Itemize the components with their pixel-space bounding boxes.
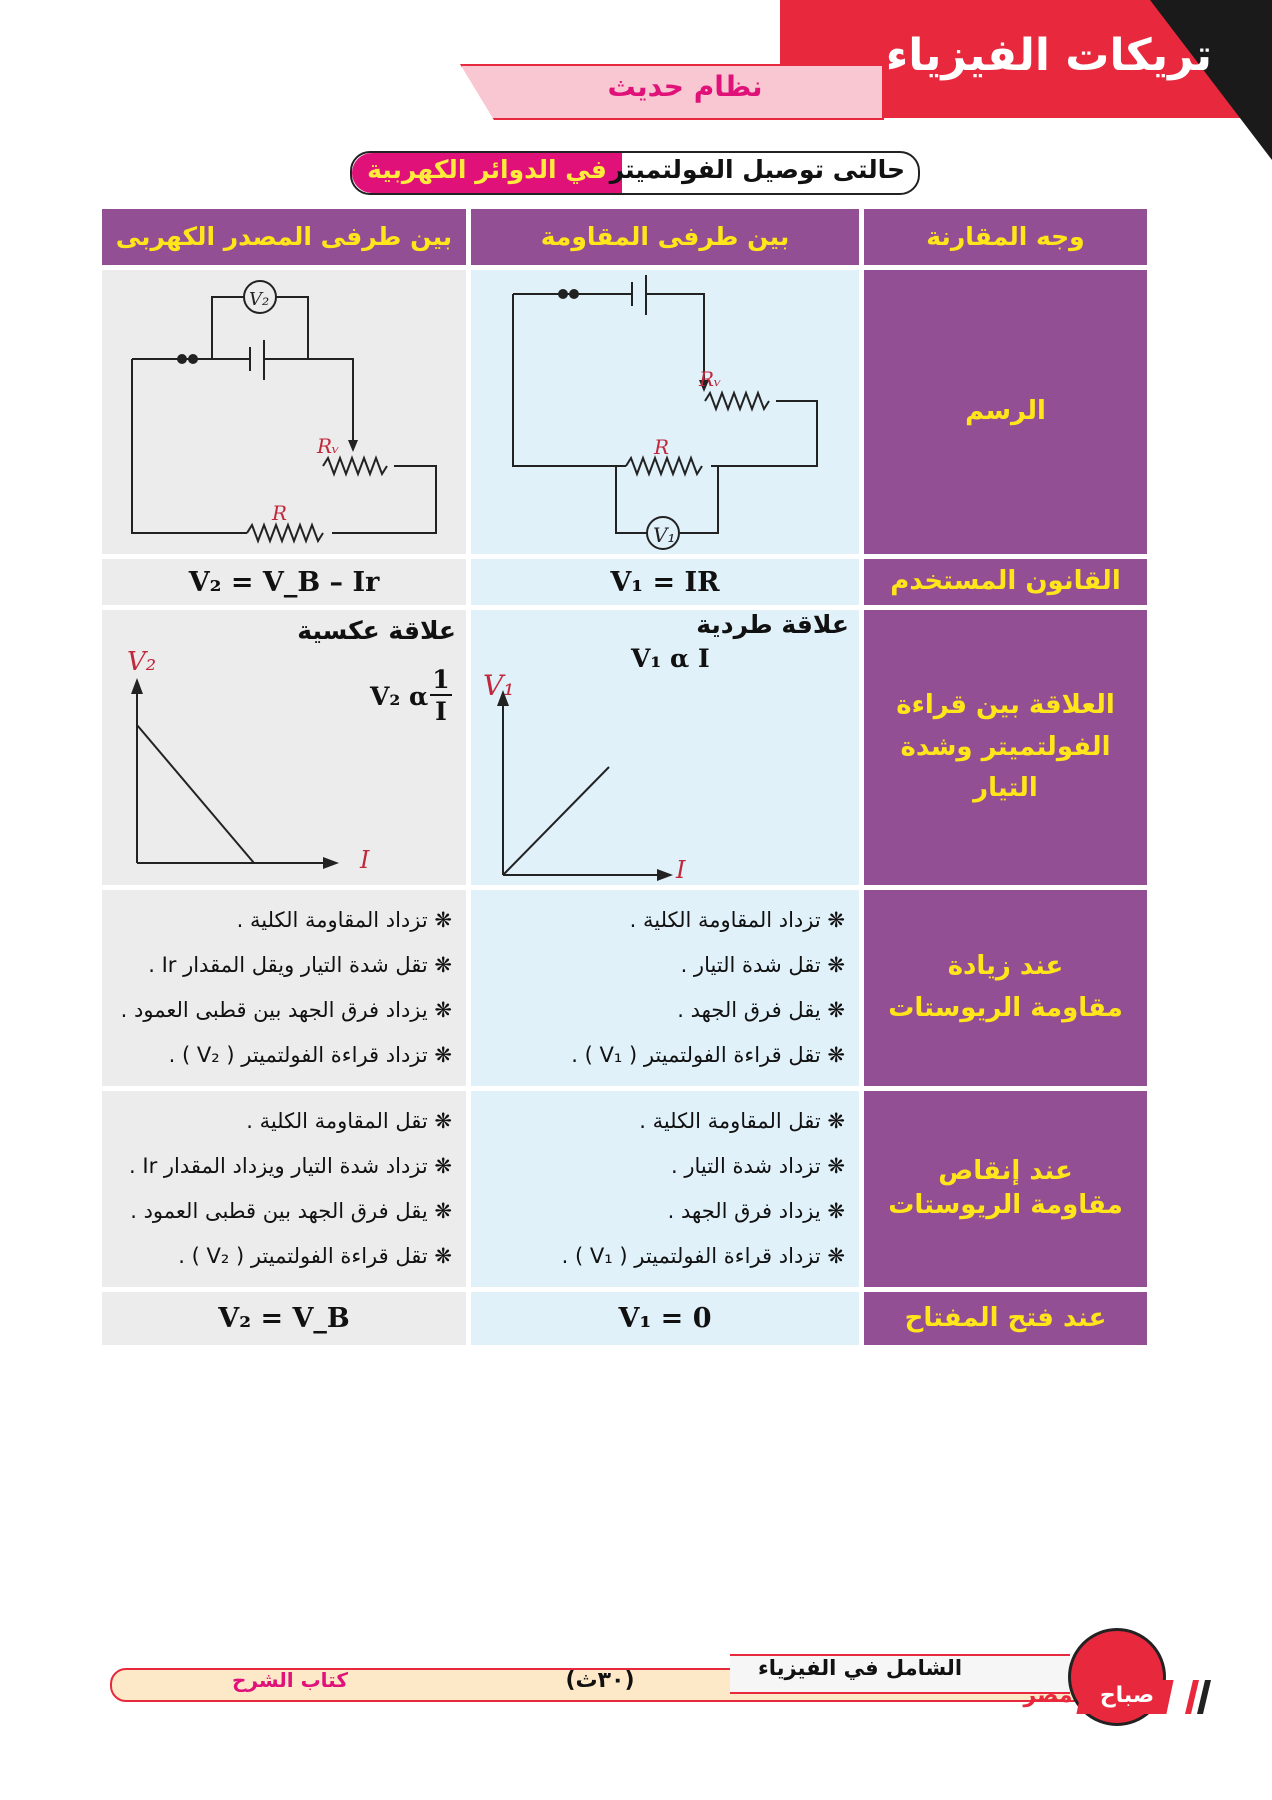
footer-section: كتاب الشرح (232, 1668, 348, 1692)
series-title: تريكات الفيزياء (885, 30, 1212, 81)
row-label-relation-line2: الفولتميتر وشدة التيار (900, 731, 1111, 804)
header-resistor: بين طرفى المقاومة (471, 209, 859, 265)
relation-type-direct: علاقة طردية (696, 610, 849, 639)
law-source: V₂ = V_B – Ir (102, 559, 466, 605)
relation-proportion-inverse: V₂ α (370, 682, 429, 711)
graph-inverse-y-label: V₂ (127, 647, 157, 677)
cell-drawing-resistor (471, 270, 859, 554)
fraction-denominator: I (435, 697, 447, 726)
graph-direct-x-label: I (676, 856, 686, 884)
voltmeter-label: V₁ (653, 523, 676, 547)
open-switch-source: V₂ = V_B (102, 1292, 466, 1345)
list-item: ❋ تقل المقاومة الكلية . (639, 1109, 845, 1133)
row-label-relation (864, 610, 1147, 885)
graph-inverse-x-label: I (360, 846, 370, 874)
list-item: ❋ يزداد فرق الجهد بين قطبى العمود . (120, 998, 452, 1022)
switch-dot (569, 289, 579, 299)
row-label-increase-line2: مقاومة الريوستات (888, 993, 1123, 1023)
row-label-increase-line1: عند زيادة (947, 951, 1064, 982)
row-label-decrease-line1: عند إنقاص (938, 1156, 1073, 1187)
graph-direct-y-label: V₁ (483, 669, 515, 702)
list-item: ❋ تزداد شدة التيار . (670, 1154, 845, 1178)
page-title: حالتى توصيل الفولتميتر (609, 155, 905, 184)
list-item: ❋ يقل فرق الجهد . (677, 998, 845, 1022)
switch-dot (188, 354, 198, 364)
list-item: ❋ تقل شدة التيار ويقل المقدار Ir . (148, 953, 452, 977)
rheostat-label: Rᵥ (317, 434, 340, 458)
decrease-source-list (102, 1091, 466, 1287)
direct-line (503, 767, 609, 875)
graph-direct (471, 610, 859, 885)
inverse-line (137, 725, 254, 863)
list-item: ❋ تقل المقاومة الكلية . (246, 1109, 452, 1133)
list-item: ❋ تقل شدة التيار . (680, 953, 845, 977)
list-item: ❋ تزداد قراءة الفولتميتر ( V₁ ) . (561, 1244, 845, 1268)
circuit-resistor-diagram (471, 270, 859, 554)
row-label-law: القانون المستخدم (864, 559, 1147, 605)
subtitle: نظام حديث (607, 70, 763, 103)
row-label-decrease (864, 1091, 1147, 1287)
logo-text-a: صباح (1099, 1683, 1155, 1708)
relation-type-inverse: علاقة عكسية (297, 616, 456, 645)
list-item: ❋ يزداد فرق الجهد . (667, 1199, 845, 1223)
switch-dot (177, 354, 187, 364)
cell-drawing-source (102, 270, 466, 554)
row-label-decrease-line2: مقاومة الريوستات (888, 1190, 1123, 1220)
cell-relation-source (102, 610, 466, 885)
relation-proportion-direct: V₁ α I (631, 644, 710, 673)
header-source: بين طرفى المصدر الكهربى (102, 209, 466, 265)
list-item: ❋ تزداد المقاومة الكلية . (629, 908, 845, 932)
rheostat-label: Rᵥ (699, 367, 722, 391)
row-label-drawing: الرسم (864, 270, 1147, 554)
fraction-numerator: 1 (430, 666, 452, 696)
footer-page-label: (٣٠ث) (565, 1668, 635, 1693)
list-item: ❋ تزداد قراءة الفولتميتر ( V₂ ) . (168, 1043, 452, 1067)
logo-text-b: مصر (1023, 1683, 1073, 1708)
row-label-open-switch: عند فتح المفتاح (864, 1292, 1147, 1345)
header-criteria: وجه المقارنة (864, 209, 1147, 265)
open-switch-resistor: V₁ = 0 (471, 1292, 859, 1345)
switch-dot (558, 289, 568, 299)
list-item: ❋ تزداد شدة التيار ويزداد المقدار Ir . (129, 1154, 452, 1178)
resistor-label: R (654, 435, 670, 459)
logo-stripes-icon (1185, 1680, 1215, 1714)
page-title-highlight: في الدوائر الكهربية (367, 155, 607, 184)
decrease-resistor-list (471, 1091, 859, 1287)
resistor-label: R (272, 501, 288, 525)
list-item: ❋ تقل قراءة الفولتميتر ( V₁ ) . (571, 1043, 845, 1067)
law-resistor: V₁ = IR (471, 559, 859, 605)
x-axis-arrow (657, 869, 673, 881)
footer-book-name: الشامل في الفيزياء (757, 1656, 963, 1680)
list-item: ❋ تزداد المقاومة الكلية . (236, 908, 452, 932)
rheostat-arrow (348, 440, 358, 452)
row-label-relation-line1: العلاقة بين قراءة (896, 690, 1115, 721)
list-item: ❋ يقل فرق الجهد بين قطبى العمود . (130, 1199, 452, 1223)
graph-inverse (102, 610, 466, 885)
list-item: ❋ تقل قراءة الفولتميتر ( V₂ ) . (178, 1244, 452, 1268)
circuit-source-diagram (102, 270, 466, 554)
increase-source-list (102, 890, 466, 1086)
increase-resistor-list (471, 890, 859, 1086)
cell-relation-resistor (471, 610, 859, 885)
y-axis-arrow (131, 678, 143, 694)
x-axis-arrow (323, 857, 339, 869)
voltmeter-label: V₂ (249, 289, 270, 310)
row-label-increase (864, 890, 1147, 1086)
